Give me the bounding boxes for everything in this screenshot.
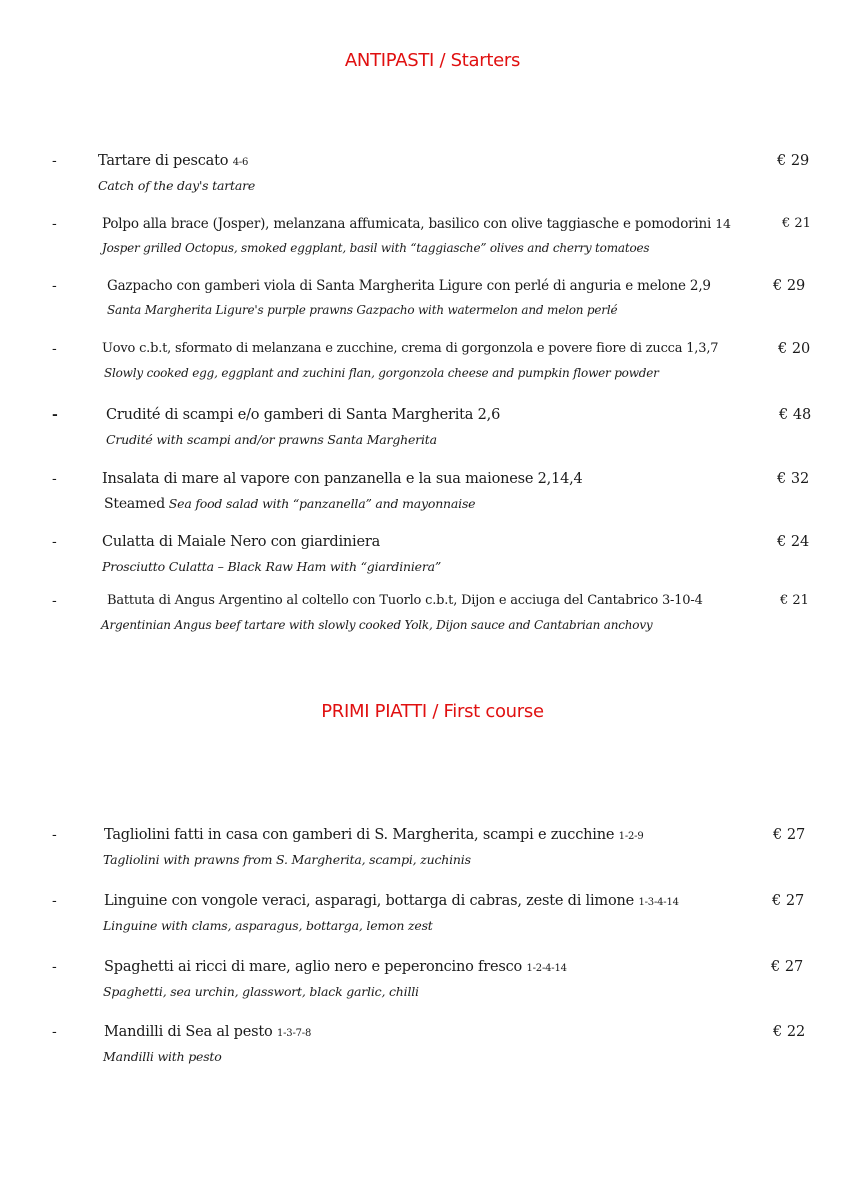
item-allergens: 1-3-7-8: [276, 1028, 312, 1039]
item-description: Josper grilled Octopus, smoked eggplant, basil with “taggiasche” olives and cherry tomatoes: [102, 241, 650, 255]
item-price: € 21: [782, 216, 811, 231]
item-price: € 32: [777, 471, 810, 487]
item-dash: -: [52, 407, 58, 423]
section-title-primi: PRIMI PIATTI / First course: [321, 701, 544, 722]
item-description: Tagliolini with prawns from S. Margherita, scampi, zuchinis: [103, 852, 471, 867]
item-price: € 20: [778, 341, 811, 357]
item-description: Catch of the day's tartare: [98, 178, 256, 193]
item-allergens: 1-2-4-14: [526, 963, 567, 974]
item-dash: -: [52, 959, 57, 975]
item-name: Tagliolini fatti in casa con gamberi di S. Margherita, scampi e zucchine 1-2-9: [104, 827, 644, 843]
item-dash: -: [52, 593, 57, 609]
menu-item: [0, 534, 865, 578]
item-allergens: 1-2-9: [618, 831, 644, 842]
item-description: Steamed Sea food salad with “panzanella” and mayonnaise: [104, 496, 476, 512]
item-price: € 27: [772, 893, 805, 909]
item-description: Mandilli with pesto: [103, 1049, 222, 1064]
item-allergens: 4-6: [232, 157, 249, 168]
item-name: Spaghetti ai ricci di mare, aglio nero e peperoncino fresco 1-2-4-14: [104, 959, 567, 975]
item-dash: -: [52, 1024, 57, 1040]
item-description: Santa Margherita Ligure's purple prawns Gazpacho with watermelon and melon perlé: [107, 303, 618, 317]
menu-item: [0, 893, 865, 937]
menu-item: [0, 959, 865, 1003]
item-dash: -: [52, 893, 57, 909]
item-name: Gazpacho con gamberi viola di Santa Margherita Ligure con perlé di anguria e melone 2,9: [107, 278, 711, 294]
item-price: € 27: [773, 827, 806, 843]
menu-item: [0, 341, 865, 385]
item-description: Spaghetti, sea urchin, glasswort, black garlic, chilli: [103, 984, 419, 999]
item-dash: -: [52, 216, 57, 232]
item-description: Linguine with clams, asparagus, bottarga, lemon zest: [103, 918, 433, 933]
item-name: Insalata di mare al vapore con panzanella e la sua maionese 2,14,4: [102, 471, 583, 487]
item-dash: -: [52, 153, 57, 169]
item-name: Crudité di scampi e/o gamberi di Santa Margherita 2,6: [106, 407, 501, 423]
item-price: € 24: [777, 534, 810, 550]
menu-item: [0, 1024, 865, 1068]
menu-item: [0, 153, 865, 197]
item-name: Culatta di Maiale Nero con giardiniera: [102, 534, 381, 550]
menu-item: [0, 407, 865, 451]
menu-item: [0, 278, 865, 322]
item-price: € 29: [773, 278, 806, 294]
item-description: Prosciutto Culatta – Black Raw Ham with “giardiniera”: [102, 559, 442, 574]
item-name: Battuta di Angus Argentino al coltello con Tuorlo c.b.t, Dijon e acciuga del Cantabrico 3-10-4: [107, 593, 703, 608]
menu-item: [0, 827, 865, 871]
item-name: Tartare di pescato 4-6: [98, 153, 249, 169]
item-price: € 48: [779, 407, 812, 423]
menu-item: [0, 593, 865, 637]
item-price: € 29: [777, 153, 810, 169]
item-price: € 22: [773, 1024, 806, 1040]
item-name: Polpo alla brace (Josper), melanzana affumicata, basilico con olive taggiasche e pomodorini 14: [102, 216, 731, 232]
description-prefix: Steamed: [104, 496, 165, 512]
item-name: Uovo c.b.t, sformato di melanzana e zucchine, crema di gorgonzola e povere fiore di zucca 1,3,7: [102, 341, 719, 356]
item-dash: -: [52, 534, 57, 550]
menu-item: [0, 216, 865, 260]
item-description: Argentinian Angus beef tartare with slowly cooked Yolk, Dijon sauce and Cantabrian anchovy: [101, 618, 653, 632]
item-allergens: 1-3-4-14: [638, 897, 679, 908]
item-dash: -: [52, 827, 57, 843]
section-title-antipasti: ANTIPASTI / Starters: [344, 50, 521, 71]
item-allergens: 14: [715, 216, 731, 231]
item-name: Linguine con vongole veraci, asparagi, bottarga di cabras, zeste di limone 1-3-4-14: [104, 893, 679, 909]
item-name: Mandilli di Sea al pesto 1-3-7-8: [104, 1024, 312, 1040]
item-price: € 27: [771, 959, 804, 975]
item-description: Slowly cooked egg, eggplant and zuchini flan, gorgonzola cheese and pumpkin flower powder: [104, 366, 659, 380]
item-description: Crudité with scampi and/or prawns Santa Margherita: [106, 432, 437, 447]
item-price: € 21: [780, 593, 809, 608]
item-dash: -: [52, 278, 57, 294]
menu-item: [0, 471, 865, 515]
item-dash: -: [52, 471, 57, 487]
item-dash: -: [52, 341, 57, 357]
